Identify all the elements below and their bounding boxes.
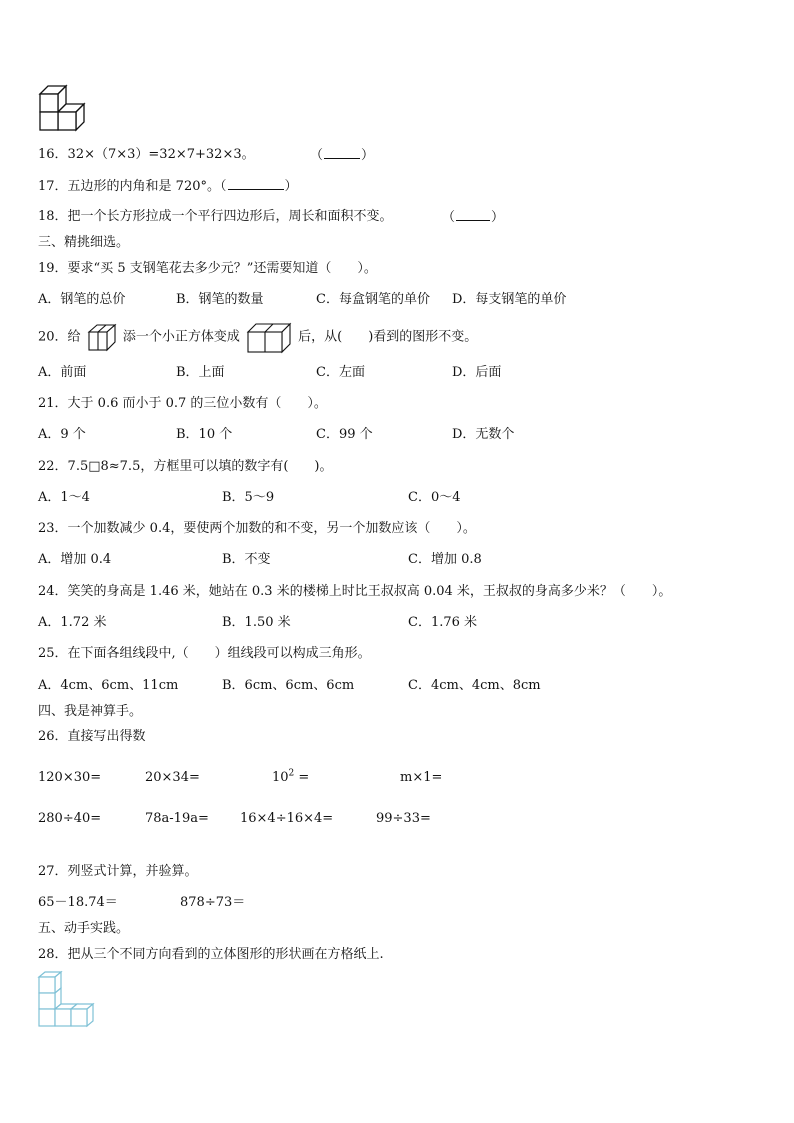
option-20-b[interactable]: B．上面 [176,365,225,380]
option-21-a[interactable]: A．9 个 [38,427,86,442]
option-22-c[interactable]: C．0～4 [408,490,461,505]
option-21-b[interactable]: B．10 个 [176,427,233,442]
question-26: 26．直接写出得数 [38,729,146,744]
question-28: 28．把从三个不同方向看到的立体图形的形状画在方格纸上. [38,947,384,962]
option-22-a[interactable]: A．1～4 [38,490,90,505]
option-21-d[interactable]: D．无数个 [452,427,515,442]
answer-blank-17[interactable] [228,177,284,190]
cubes-figure-bottom [36,970,98,1034]
answer-blank-16[interactable]: （ ） [310,148,375,163]
calc-26-1: 120×30= [38,770,102,785]
question-16: 16．32×（7×3）=32×7+32×3。 [38,147,255,162]
question-23: 23．一个加数减少 0.4，要使两个加数的和不变，另一个加数应该（ ）。 [38,521,476,536]
option-23-c[interactable]: C．增加 0.8 [408,552,482,567]
question-22: 22．7.5□8≈7.5，方框里可以填的数字有( )。 [38,459,333,474]
question-21: 21．大于 0.6 而小于 0.7 的三位小数有（ ）。 [38,396,327,411]
question-27: 27．列竖式计算，并验算。 [38,864,198,879]
cubes-figure-top [36,82,88,136]
option-19-b[interactable]: B．钢笔的数量 [176,292,264,307]
option-22-b[interactable]: B．5～9 [222,490,275,505]
option-25-a[interactable]: A．4cm、6cm、11cm [38,678,179,693]
question-19: 19．要求“买 5 支钢笔花去多少元？”还需要知道（ ）。 [38,261,377,276]
option-21-c[interactable]: C．99 个 [316,427,373,442]
calc-26-2: 20×34= [145,770,200,785]
section-5-heading: 五、动手实践。 [38,921,130,936]
calc-26-7: 16×4÷16×4= [240,811,334,826]
option-23-a[interactable]: A．增加 0.4 [38,552,112,567]
question-24: 24．笑笑的身高是 1.46 米，她站在 0.3 米的楼梯上时比王叔叔高 0.04 米，王叔叔的身高多少米？（ ）。 [38,584,672,599]
question-18: 18．把一个长方形拉成一个平行四边形后，周长和面积不变。 [38,209,393,224]
option-24-c[interactable]: C．1.76 米 [408,615,478,630]
question-25: 25．在下面各组线段中,（ ）组线段可以构成三角形。 [38,646,371,661]
section-3-heading: 三、精挑细选。 [38,235,130,250]
option-19-c[interactable]: C．每盒钢笔的单价 [316,292,430,307]
cube-three-figure [246,320,292,354]
question-20: 20．给 添一个小正方体变成 后，从( )看到的图形不变。 [38,320,477,355]
option-24-b[interactable]: B．1.50 米 [222,615,291,630]
option-23-b[interactable]: B．不变 [222,552,271,567]
cube-two-figure [87,322,117,352]
calc-26-8: 99÷33= [376,811,431,826]
section-4-heading: 四、我是神算手。 [38,704,143,719]
calc-26-4: m×1= [400,770,443,785]
answer-blank-18[interactable]: （ ） [442,210,505,225]
option-20-d[interactable]: D．后面 [452,365,502,380]
calc-26-6: 78a-19a= [145,811,209,826]
option-20-c[interactable]: C．左面 [316,365,365,380]
calc-27-1: 65－18.74＝ [38,895,118,910]
calc-27-2: 878÷73＝ [180,895,246,910]
option-24-a[interactable]: A．1.72 米 [38,615,107,630]
option-25-b[interactable]: B．6cm、6cm、6cm [222,678,355,693]
calc-26-5: 280÷40= [38,811,102,826]
option-25-c[interactable]: C．4cm、4cm、8cm [408,678,541,693]
option-19-a[interactable]: A．钢笔的总价 [38,292,126,307]
calc-26-3: $10^2$ = [272,768,310,785]
option-19-d[interactable]: D．每支钢笔的单价 [452,292,567,307]
option-20-a[interactable]: A．前面 [38,365,87,380]
question-17: 17．五边形的内角和是 720°。（ ） [38,179,298,194]
